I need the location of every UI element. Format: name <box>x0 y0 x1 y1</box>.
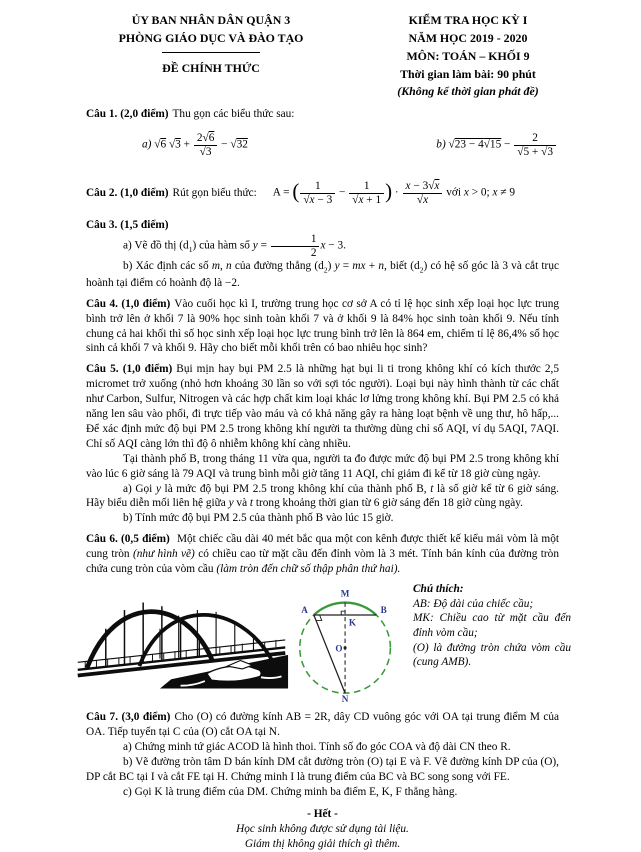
note-line-3: (O) là đường tròn chứa vòm cầu (cung AMB). <box>413 641 571 669</box>
exam-title: KIỂM TRA HỌC KỲ I <box>408 13 528 27</box>
question-5b: b) Tính mức độ bụi PM 2.5 của thành phố B vào lúc 15 giờ. <box>123 512 394 525</box>
question-4 <box>86 297 559 357</box>
bridge-illustration <box>74 582 289 696</box>
question-6 <box>86 532 571 704</box>
note-line-2: MK: Chiều cao từ mặt cầu đến đỉnh vòm cầu; <box>413 612 571 640</box>
footer <box>86 807 559 852</box>
school-year: NĂM HỌC 2019 - 2020 <box>408 30 528 45</box>
question-1-heading <box>86 107 559 122</box>
question-2 <box>86 174 559 212</box>
formula-1a: a) √6 √3 + $\frac{2√6}{√3}$ − √32 <box>142 132 248 158</box>
question-4-text: Vào cuối học kì I, trường trung học cơ sở A có tỉ lệ học sinh xếp loại học lực trung bình trở lên ở khối 7 là 90% học sinh toàn khối 7 và ở khối 9 là 84% học sinh toàn khối 9. Nếu tính chung cả hai khối thì số học sinh xếp loại học lực trung bình trở lên là 864 em, chiếm tỉ lệ 86,4% số học sinh cả khối 7 và khối 9. Hãy cho biết mỗi khối trên có bao nhiêu học sinh? <box>86 297 560 355</box>
question-2-label: Câu 2. (1,0 điểm) <box>86 186 169 199</box>
question-7-label: Câu 7. (3,0 điểm) <box>86 711 171 723</box>
question-7b: b) Vẽ đường tròn tâm D bán kính DM cắt đường tròn (O) tại E và F. Vẽ đường kính DP của (O), DP cắt BC tại I và cắt FE tại H. Chứng minh I là trung điểm của BC và BC song song với FE. <box>86 755 559 783</box>
label-N: N <box>341 693 349 704</box>
formula-2: A = ( $\frac{1}{√x - 3}$ − $\frac{1}{√x + 1}$ ) · $\frac{x - 3√x}{√x}$ với x > 0; x ≠ 9 <box>272 178 516 206</box>
question-1-intro: Thu gọn các biểu thức sau: <box>172 108 295 121</box>
question-5-paragraph-2: Tại thành phố B, trong tháng 11 vừa qua, người ta đo được mức độ bụi PM 2.5 trong không khí vào lúc 6 giờ sáng là 79 AQI và trung bình mỗi giờ tăng 11 AQI, chỉ giảm đi kể từ 18 giờ cùng ngày. <box>86 452 559 480</box>
question-1-formulas <box>86 122 559 168</box>
authority-line-2: PHÒNG GIÁO DỤC VÀ ĐÀO TẠO <box>118 30 304 45</box>
exam-code-label: ĐỀ CHÍNH THỨC <box>162 60 260 75</box>
label-M: M <box>340 588 350 599</box>
note-line-1: AB: Độ dài của chiếc cầu; <box>413 597 534 610</box>
question-6-text: Một chiếc cầu dài 40 mét bắc qua một con kênh được thiết kế kiểu mái vòm là một cung tròn (như hình vẽ) có chiều cao từ mặt cầu đến đỉnh vòm là 3 mét. Tính bán kính của đường tròn chứa cung tròn của vòm cầu (làm tròn đến chữ số thập phân thứ hai). <box>86 533 559 576</box>
duration: Thời gian làm bài: 90 phút <box>400 66 536 81</box>
question-5-label: Câu 5. (1,0 điểm) <box>86 363 173 376</box>
question-6-figure <box>74 582 576 704</box>
arch-circle-diagram <box>293 582 401 704</box>
question-3 <box>86 218 559 290</box>
question-7-paragraph <box>86 710 559 740</box>
question-5-text: Bụi mịn hay bụi PM 2.5 là những hạt bụi li ti trong không khí có kích thước 2,5 micromet trở xuống (nhỏ hơn khoảng 30 lần so với sợi tóc người). Loại bụi này hình thành từ các chất như Carbon, Sulfur, Nitrogen và các hợp chất kim loại khác lơ lửng trong không khí. Bụi PM 2.5 có khả năng len sâu vào phổi, đi trực tiếp vào máu và có khả năng gây ra hàng loạt bệnh về ung thư, hô hấp,... Để xác định mức độ bụi PM 2.5 trong không khí người ta thường dùng chỉ số AQI, ví dụ 5AQI, 7AQI. Chỉ số AQI càng lớn thì độ ô nhiễm không khí càng nhiều. <box>86 363 559 450</box>
label-K: K <box>348 617 357 628</box>
footer-note-1: Học sinh không được sử dụng tài liệu. <box>236 823 409 836</box>
question-4-label: Câu 4. (1,0 điểm) <box>86 297 171 310</box>
question-7-intro: Cho (O) có đường kính AB = 2R, dây CD vuông góc với OA tại trung điểm M của OA. Tiếp tuyến tại C của (O) cắt OA tại N. <box>86 711 560 738</box>
exam-info <box>377 12 559 101</box>
header-divider <box>162 52 260 53</box>
end-marker: - Hết - <box>307 808 338 821</box>
footer-note-2: Giám thị không giải thích gì thêm. <box>244 838 401 851</box>
issuing-authority <box>86 12 336 101</box>
question-7a: a) Chứng minh tứ giác ACOD là hình thoi. Tính số đo góc COA và độ dài CN theo R. <box>123 740 511 753</box>
question-7c: c) Gọi K là trung điểm của DM. Chứng minh ba điểm E, K, F thẳng hàng. <box>123 785 458 798</box>
question-6-paragraph <box>86 532 559 577</box>
label-B: B <box>380 605 387 616</box>
formula-1b: b) √23 − 4√15 − $\frac{2}{√5 + √3}$ <box>436 132 557 158</box>
right-angle-at-A <box>316 615 322 620</box>
question-4-paragraph <box>86 297 559 357</box>
center-dot-O <box>344 646 347 649</box>
subject-grade: MÔN: TOÁN – KHỐI 9 <box>406 48 530 63</box>
question-5a: a) Gọi y là mức độ bụi PM 2.5 trong không khí của thành phố B, t là số giờ kể từ 6 giờ sáng. Hãy biểu diễn mối liên hệ giữa y và t trong khoảng thời gian từ 6 giờ sáng đến 18 giờ cùng ngày. <box>86 482 560 510</box>
question-3a: a) Vẽ đồ thị $(d_1)$ của hàm số y = $\frac{1}{2}$ x − 3. <box>123 233 346 259</box>
question-5 <box>86 362 559 526</box>
authority-line-1: ỦY BAN NHÂN DÂN QUẬN 3 <box>131 13 291 27</box>
question-1 <box>86 107 559 168</box>
question-5-paragraph-1 <box>86 362 559 451</box>
question-1-label: Câu 1. (2,0 điểm) <box>86 108 169 121</box>
exam-header <box>86 12 559 101</box>
figure-note <box>413 582 571 670</box>
question-2-intro: Rút gọn biểu thức: <box>172 186 257 199</box>
question-3-heading <box>86 218 559 233</box>
question-6-label: Câu 6. (0,5 điểm) <box>86 533 170 546</box>
question-7 <box>86 710 559 799</box>
segment-AN <box>314 615 345 693</box>
note-title: Chú thích: <box>413 583 464 595</box>
label-O: O <box>335 643 343 654</box>
question-3b: b) Xác định các số m, n của đường thẳng $(d_2) y$ = mx + n, biết $(d_2)$ có hệ số góc là 3 và cắt trục hoành tại điểm có hoành độ là −2. <box>86 260 559 289</box>
duration-note: (Không kể thời gian phát đề) <box>397 84 539 99</box>
label-A: A <box>301 605 308 616</box>
question-3-label: Câu 3. (1,5 điểm) <box>86 219 169 232</box>
